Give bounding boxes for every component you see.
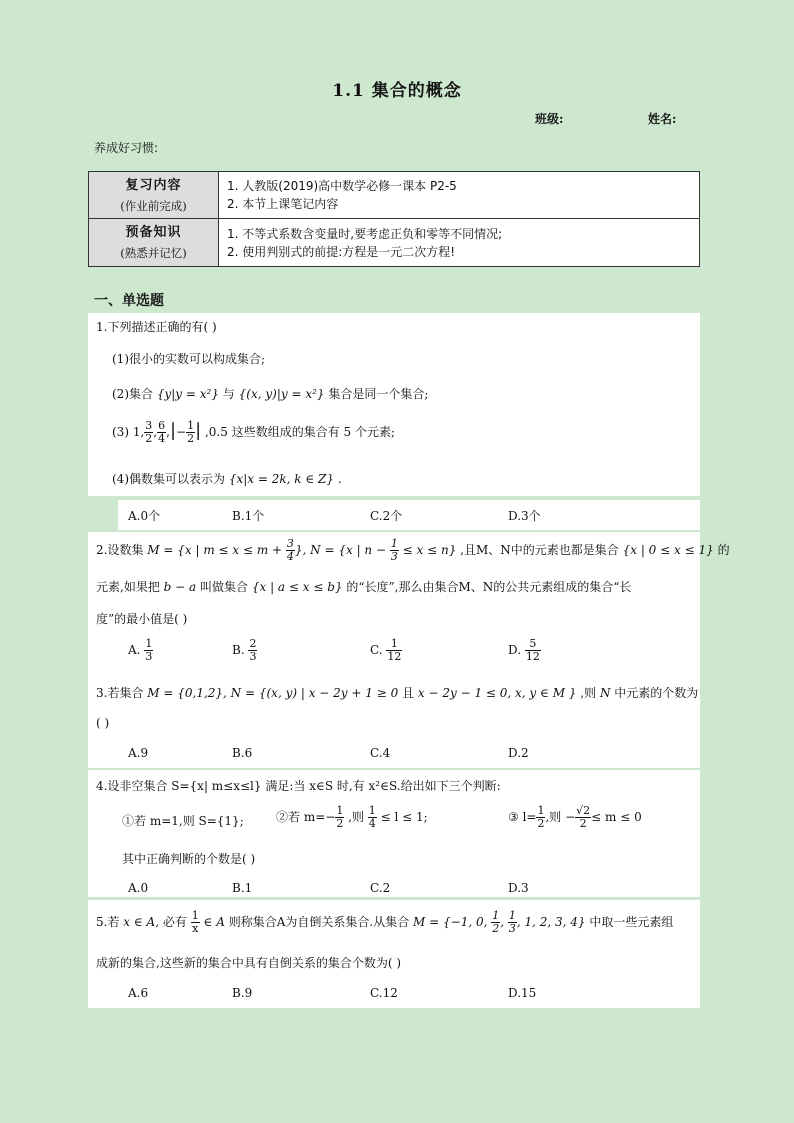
option-c[interactable]: C.4 <box>370 746 391 760</box>
row-key: 预备知识 <box>125 225 182 241</box>
habit-label: 养成好习惯: <box>94 141 159 155</box>
option-a[interactable]: A.9 <box>128 746 149 760</box>
option-fraction <box>386 638 402 663</box>
question-text: ≤ m ≤ 0 <box>591 810 642 825</box>
row-sub: (作业前完成) <box>120 198 187 213</box>
question-text: ,则 <box>348 810 364 825</box>
question-text: 叫做集合 <box>200 580 249 594</box>
statement-3 <box>112 420 395 445</box>
math-expression: x ∈ A, <box>123 915 160 930</box>
question-2-line-1 <box>96 538 730 563</box>
class-label: 班级: <box>535 112 564 126</box>
math-expression: {(x, y)|y = x²} <box>238 387 325 401</box>
numerator: 2 <box>249 637 257 650</box>
table-value-cell <box>219 219 700 267</box>
table-row <box>89 219 700 267</box>
option-letter: B. <box>232 643 245 658</box>
question-5-line-2: 成新的集合,这些新的集合中具有自倒关系的集合个数为( ) <box>96 956 401 970</box>
option-a[interactable]: A.0 <box>128 881 149 895</box>
question-text: 5.若 <box>96 915 120 930</box>
math-expression: 1, $\frac{3}{2}$ , $\frac{6}{4}$ ,|− $\frac{1}{2}$ | <box>132 419 202 446</box>
option-b[interactable]: B.1个 <box>232 509 265 523</box>
statement-text: (4)偶数集可以表示为 <box>112 472 225 486</box>
statement-2 <box>112 385 428 402</box>
option-b[interactable]: B.1 <box>232 881 253 895</box>
question-text: 则称集合A为自倒关系集合.从集合 <box>228 915 410 930</box>
statement-text: 与 <box>222 387 235 401</box>
question-2-line-3: 度”的最小值是( ) <box>96 612 188 626</box>
name-label: 姓名: <box>648 112 677 126</box>
table-key-cell <box>89 219 219 267</box>
question-text: 中元素的个数为 <box>614 686 699 700</box>
row-line: 1. 不等式系数含变量时,要考虑正负和零等不同情况; <box>227 226 503 241</box>
question-text: ②若 m=− <box>276 810 336 825</box>
question-text: ≤ l ≤ 1; <box>380 810 428 825</box>
table-key-cell <box>89 172 219 219</box>
statement-text: . <box>337 472 342 486</box>
option-c[interactable]: C.2个 <box>370 509 403 523</box>
row-line: 2. 本节上课笔记内容 <box>227 197 339 211</box>
math-expression: {x|x = 2k, k ∈ Z} <box>228 472 335 486</box>
statement-text: (2)集合 <box>112 387 153 401</box>
option-d[interactable] <box>508 638 541 663</box>
question-text: 且 <box>402 686 415 700</box>
judgement-1: ①若 m=1,则 S={1}; <box>122 814 244 828</box>
section-title: 一、单选题 <box>94 293 164 309</box>
option-letter: A. <box>128 643 141 658</box>
question-text: 中取一些元素组 <box>589 915 674 930</box>
question-text: 3.若集合 <box>96 686 144 700</box>
math-expression: M = {0,1,2}, N = {(x, y) | x − 2y + 1 ≥ 0 <box>147 686 399 700</box>
row-key: 复习内容 <box>125 177 182 193</box>
math-expression: {y|y = x²} <box>156 387 219 401</box>
question-3-line-1 <box>96 684 698 701</box>
math-expression: x − 2y − 1 ≤ 0, x, y ∈ M } <box>417 686 577 700</box>
option-fraction <box>248 638 257 663</box>
statement-text: ,0.5 这些数组成的集合有 5 个元素; <box>204 425 396 440</box>
option-fraction <box>525 638 541 663</box>
numerator: 1 <box>386 638 402 651</box>
option-d[interactable]: D.3个 <box>508 509 541 523</box>
denominator: 12 <box>387 650 402 664</box>
math-expression: b − a <box>163 580 197 594</box>
question-text: 2.设数集 <box>96 543 144 558</box>
option-a[interactable] <box>128 638 153 663</box>
judgement-2: ②若 m=− $\frac{1}{2}$ ,则 $\frac{1}{4}$ ≤ l ≤ 1; <box>276 804 428 831</box>
question-text: ,且M、N中的元素也都是集合 <box>460 543 619 558</box>
statement-4 <box>112 470 342 487</box>
page-title: 1.1 集合的概念 <box>332 81 462 101</box>
question-text: ,则 − <box>545 810 576 825</box>
question-text: 的“长度”,那么由集合M、N的公共元素组成的集合“长 <box>346 580 632 594</box>
question-text: ,则 <box>580 686 597 700</box>
option-d[interactable]: D.2 <box>508 746 529 760</box>
question-4-line-1: 4.设非空集合 S={x| m≤x≤l} 满足:当 x∈S 时,有 x²∈S.给出如下三个判断: <box>96 779 501 793</box>
question-text: ③ l= <box>508 810 537 825</box>
option-fraction <box>144 638 153 663</box>
math-expression: {x | 0 ≤ x ≤ 1} <box>622 543 714 558</box>
option-b[interactable]: B.9 <box>232 986 253 1000</box>
option-b[interactable] <box>232 638 257 663</box>
math-expression: M = {x | m ≤ x ≤ m + $\frac{3}{4}$ }, N = {x | n − $\frac{1}{3}$ ≤ x ≤ n} <box>147 537 457 564</box>
numerator: 1 <box>145 637 153 650</box>
question-3-line-2: ( ) <box>96 716 110 730</box>
option-d[interactable]: D.15 <box>508 986 537 1000</box>
question-4-line-3: 其中正确判断的个数是( ) <box>122 852 256 866</box>
option-c[interactable]: C.12 <box>370 986 398 1000</box>
statement-text: (3) <box>112 425 129 440</box>
question-5-line-1: 5.若 x ∈ A, 必有 $\frac{1}{x}$ ∈ A 则称集合A为自倒关系集合.从集合 M = {−1, 0, $\frac{1}{2}$ , $\frac{1}{3}$ , 1, 2, 3, 4} 中取一些元素组 <box>96 909 674 936</box>
math-expression: {x | a ≤ x ≤ b} <box>251 580 343 594</box>
question-1-stem: 1.下列描述正确的有( ) <box>96 320 217 334</box>
math-expression: M = {−1, 0, $\frac{1}{2}$ , $\frac{1}{3}$ , 1, 2, 3, 4} <box>413 909 586 936</box>
question-background <box>88 313 700 496</box>
row-line: 1. 人教版(2019)高中数学必修一课本 P2-5 <box>227 179 457 193</box>
question-text: 的 <box>717 543 730 558</box>
option-a[interactable]: A.6 <box>128 986 149 1000</box>
option-d[interactable]: D.3 <box>508 881 529 895</box>
denominator: 12 <box>525 650 540 664</box>
denominator: 3 <box>145 650 153 664</box>
row-sub: (熟悉并记忆) <box>120 246 187 261</box>
option-letter: C. <box>370 643 383 658</box>
option-letter: D. <box>508 643 522 658</box>
judgement-3: ③ l= $\frac{1}{2}$ ,则 − $\frac{√2}{2}$ ≤ m ≤ 0 <box>508 804 642 831</box>
table-row <box>89 172 700 219</box>
question-text: 元素,如果把 <box>96 580 160 594</box>
statement-text: 集合是同一个集合; <box>328 387 429 401</box>
row-line: 2. 使用判别式的前提:方程是一元二次方程! <box>227 244 456 259</box>
question-background <box>118 500 700 530</box>
option-c[interactable] <box>370 638 402 663</box>
statement-1: (1)很小的实数可以构成集合; <box>112 352 266 366</box>
question-text: 必有 <box>162 915 187 930</box>
option-c[interactable]: C.2 <box>370 881 391 895</box>
option-b[interactable]: B.6 <box>232 746 253 760</box>
math-expression: N <box>599 686 611 700</box>
question-2-line-2 <box>96 578 631 595</box>
denominator: 3 <box>249 650 257 664</box>
numerator: 5 <box>525 638 541 651</box>
study-info-table <box>88 171 700 267</box>
table-value-cell <box>219 172 700 219</box>
option-a[interactable]: A.0个 <box>128 509 161 523</box>
